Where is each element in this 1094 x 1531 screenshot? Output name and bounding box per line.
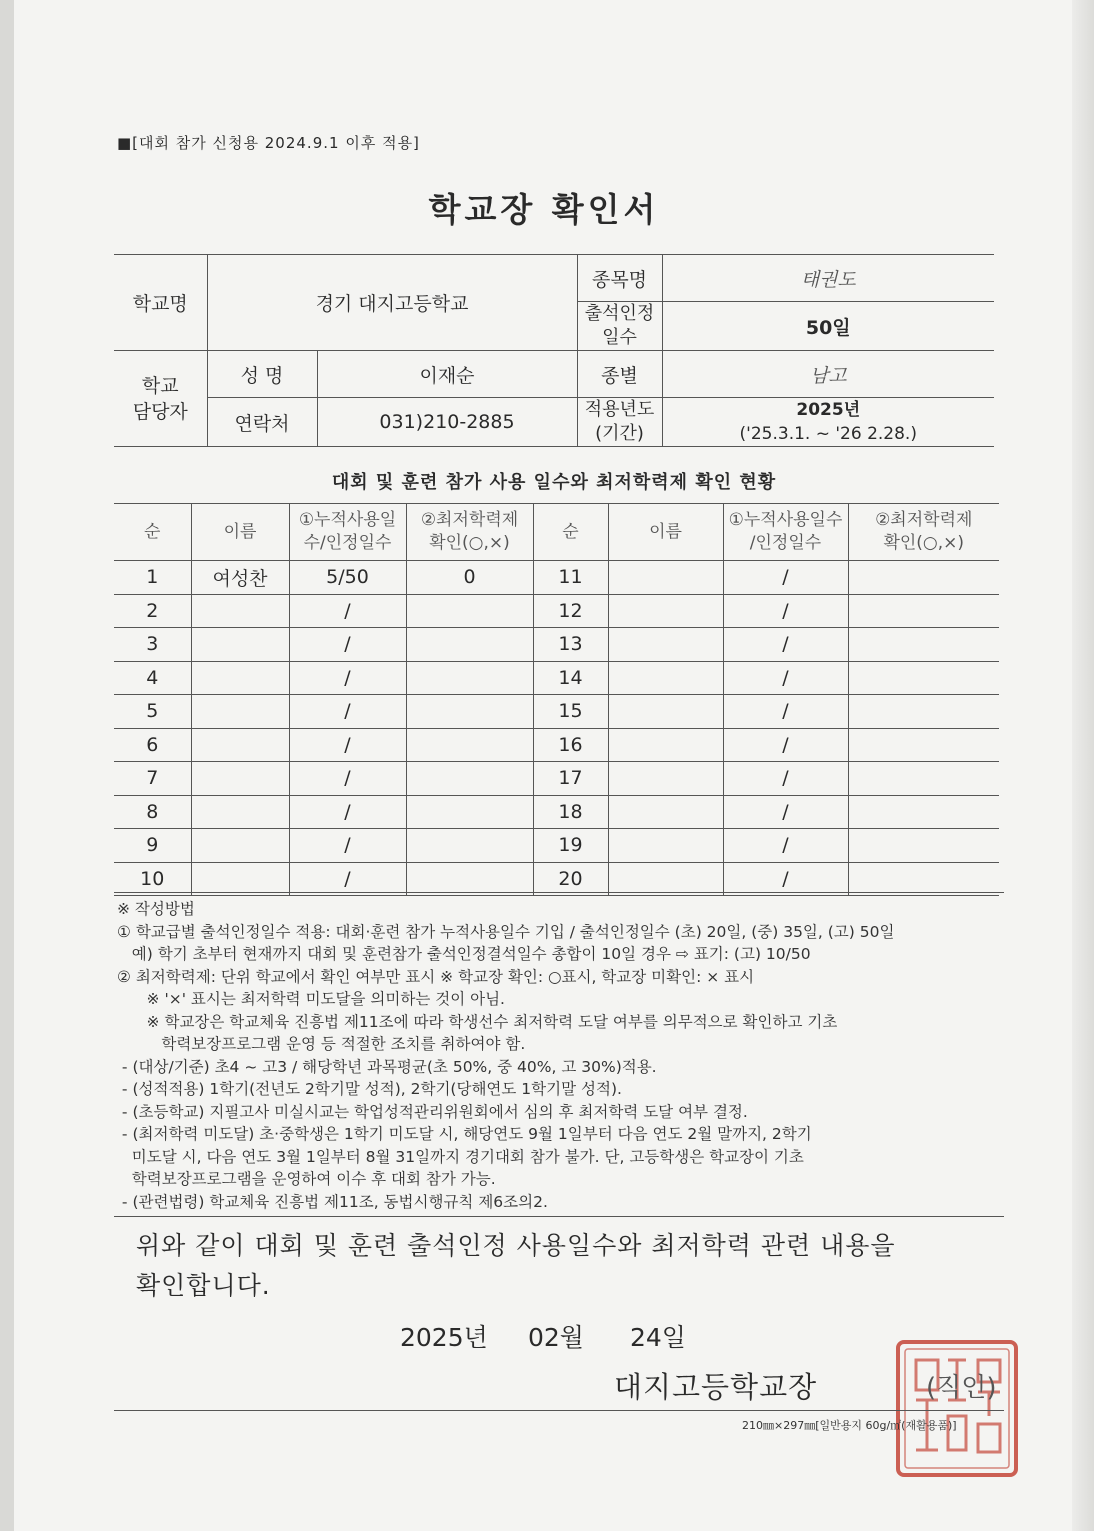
used-days: / bbox=[289, 829, 406, 863]
manager-label: 학교 담당자 bbox=[114, 351, 207, 447]
header-no: 순 bbox=[114, 504, 191, 561]
table-row bbox=[114, 762, 999, 796]
student-name bbox=[191, 695, 289, 729]
row-number-right: 19 bbox=[533, 829, 608, 863]
method-line: 예) 학기 초부터 현재까지 대회 및 훈련참가 출석인정결석일수 총합이 10일 경우 ⇨ 표기: (고) 10/50 bbox=[117, 945, 811, 963]
name-value: 이재순 bbox=[317, 351, 577, 398]
used-days: / bbox=[289, 728, 406, 762]
student-name bbox=[191, 829, 289, 863]
used-days-right: / bbox=[723, 661, 848, 695]
date-year: 2025년 bbox=[400, 1323, 488, 1352]
row-number-right: 18 bbox=[533, 795, 608, 829]
writing-method bbox=[117, 898, 1007, 1213]
paper-spec: 210㎜×297㎜[일반용지 60g/㎡(재활용품)] bbox=[742, 1419, 957, 1432]
student-name bbox=[191, 594, 289, 628]
student-name bbox=[191, 862, 289, 896]
header-days: ①누적사용일 수/인정일수 bbox=[289, 504, 406, 561]
row-number: 4 bbox=[114, 661, 191, 695]
student-name-right bbox=[608, 594, 723, 628]
row-number: 5 bbox=[114, 695, 191, 729]
table-row bbox=[114, 795, 999, 829]
method-line: 학력보장프로그램 운영 등 적절한 조치를 취하여야 함. bbox=[117, 1035, 526, 1053]
confirmation-line-2: 확인합니다. bbox=[136, 1271, 271, 1300]
student-name bbox=[191, 762, 289, 796]
academic-check bbox=[406, 862, 533, 896]
divider-line bbox=[114, 1410, 1004, 1411]
academic-check bbox=[406, 661, 533, 695]
student-name bbox=[191, 728, 289, 762]
student-name: 여성찬 bbox=[191, 561, 289, 595]
sport-value: 태권도 bbox=[662, 255, 994, 302]
method-line: 학력보장프로그램을 운영하여 이수 후 대회 참가 가능. bbox=[117, 1170, 496, 1188]
academic-check-right bbox=[848, 862, 999, 896]
header-check-right: ②최저학력제 확인(○,×) bbox=[848, 504, 999, 561]
days-label: 출석인정 일수 bbox=[577, 302, 662, 351]
header-name-right: 이름 bbox=[608, 504, 723, 561]
academic-check bbox=[406, 829, 533, 863]
method-line: ※ 학교장은 학교체육 진흥법 제11조에 따라 학생선수 최저학력 도달 여부를 의무적으로 확인하고 기초 bbox=[117, 1012, 838, 1031]
academic-check-right bbox=[848, 762, 999, 796]
method-line: - (성적적용) 1학기(전년도 2학기말 성적), 2학기(당해연도 1학기말 성적). bbox=[117, 1080, 622, 1098]
table-row bbox=[114, 862, 999, 896]
academic-check-right bbox=[848, 628, 999, 662]
row-number: 9 bbox=[114, 829, 191, 863]
used-days: / bbox=[289, 695, 406, 729]
contact-label: 연락처 bbox=[207, 398, 317, 447]
seal-note: (직인) bbox=[926, 1373, 997, 1403]
table-row bbox=[114, 561, 999, 595]
used-days: / bbox=[289, 862, 406, 896]
name-label: 성 명 bbox=[207, 351, 317, 398]
academic-check bbox=[406, 594, 533, 628]
participation-table bbox=[114, 503, 999, 896]
notice-text: ■[대회 참가 신청용 2024.9.1 이후 적용] bbox=[117, 134, 420, 152]
method-line: - (초등학교) 지필고사 미실시교는 학업성적관리위원회에서 심의 후 최저학력 도달 여부 결정. bbox=[117, 1102, 748, 1121]
row-number: 2 bbox=[114, 594, 191, 628]
contact-value: 031)210-2885 bbox=[317, 398, 577, 447]
academic-check-right bbox=[848, 795, 999, 829]
table-row bbox=[114, 661, 999, 695]
used-days: / bbox=[289, 628, 406, 662]
used-days-right: / bbox=[723, 829, 848, 863]
academic-check bbox=[406, 695, 533, 729]
divider-line bbox=[114, 1216, 1004, 1217]
table-row bbox=[114, 594, 999, 628]
row-number-right: 17 bbox=[533, 762, 608, 796]
used-days-right: / bbox=[723, 795, 848, 829]
student-name bbox=[191, 661, 289, 695]
academic-check-right bbox=[848, 728, 999, 762]
row-number-right: 20 bbox=[533, 862, 608, 896]
used-days: / bbox=[289, 661, 406, 695]
header-check: ②최저학력제 확인(○,×) bbox=[406, 504, 533, 561]
table-row bbox=[114, 728, 999, 762]
sport-label: 종목명 bbox=[577, 255, 662, 302]
type-value: 남고 bbox=[662, 351, 994, 398]
row-number: 3 bbox=[114, 628, 191, 662]
row-number: 1 bbox=[114, 561, 191, 595]
background-edge bbox=[1072, 0, 1094, 1531]
date-month: 02월 bbox=[528, 1323, 584, 1352]
method-line: ※ 작성방법 bbox=[117, 900, 195, 918]
header-no-right: 순 bbox=[533, 504, 608, 561]
days-value: 50일 bbox=[662, 302, 994, 351]
divider-line bbox=[114, 892, 1004, 893]
method-line: - (대상/기준) 초4 ~ 고3 / 해당학년 과목평균(초 50%, 중 40%, 고 30%)적용. bbox=[117, 1057, 657, 1076]
student-name-right bbox=[608, 561, 723, 595]
used-days-right: / bbox=[723, 628, 848, 662]
row-number-right: 14 bbox=[533, 661, 608, 695]
table-row bbox=[114, 829, 999, 863]
academic-check bbox=[406, 762, 533, 796]
school-value: 경기 대지고등학교 bbox=[207, 255, 577, 351]
row-number-right: 13 bbox=[533, 628, 608, 662]
row-number: 6 bbox=[114, 728, 191, 762]
used-days: / bbox=[289, 594, 406, 628]
academic-check bbox=[406, 628, 533, 662]
document-title: 학교장 확인서 bbox=[428, 190, 660, 229]
row-number-right: 16 bbox=[533, 728, 608, 762]
student-name bbox=[191, 628, 289, 662]
list-subtitle: 대회 및 훈련 참가 사용 일수와 최저학력제 확인 현황 bbox=[331, 472, 777, 493]
used-days-right: / bbox=[723, 561, 848, 595]
academic-check-right bbox=[848, 661, 999, 695]
used-days-right: / bbox=[723, 594, 848, 628]
date-day: 24일 bbox=[630, 1323, 686, 1352]
used-days-right: / bbox=[723, 762, 848, 796]
used-days-right: / bbox=[723, 728, 848, 762]
official-seal-stamp bbox=[892, 1336, 1022, 1481]
row-number: 7 bbox=[114, 762, 191, 796]
student-name-right bbox=[608, 661, 723, 695]
academic-check-right bbox=[848, 594, 999, 628]
academic-check-right bbox=[848, 829, 999, 863]
confirmation-line-1: 위와 같이 대회 및 훈련 출석인정 사용일수와 최저학력 관련 내용을 bbox=[136, 1231, 896, 1260]
method-line: ① 학교급별 출석인정일수 적용: 대회·훈련 참가 누적사용일수 기입 / 출석인정일수 (초) 20일, (중) 35일, (고) 50일 bbox=[117, 922, 895, 941]
student-name-right bbox=[608, 862, 723, 896]
used-days: / bbox=[289, 762, 406, 796]
academic-check-right bbox=[848, 561, 999, 595]
academic-check bbox=[406, 728, 533, 762]
table-row bbox=[114, 628, 999, 662]
method-line: 미도달 시, 다음 연도 3월 1일부터 8월 31일까지 경기대회 참가 불가. 단, 고등학생은 학교장이 기초 bbox=[117, 1147, 804, 1166]
academic-check bbox=[406, 795, 533, 829]
header-days-right: ①누적사용일수 /인정일수 bbox=[723, 504, 848, 561]
used-days-right: / bbox=[723, 695, 848, 729]
row-number: 8 bbox=[114, 795, 191, 829]
method-line: ② 최저학력제: 단위 학교에서 확인 여부만 표시 ※ 학교장 확인: ○표시, 학교장 미확인: × 표시 bbox=[117, 967, 755, 986]
method-line: - (관련법령) 학교체육 진흥법 제11조, 동법시행규칙 제6조의2. bbox=[117, 1192, 548, 1211]
used-days: 5/50 bbox=[289, 561, 406, 595]
row-number-right: 15 bbox=[533, 695, 608, 729]
type-label: 종별 bbox=[577, 351, 662, 398]
student-name-right bbox=[608, 762, 723, 796]
method-line: ※ '×' 표시는 최저학력 미도달을 의미하는 것이 아님. bbox=[117, 990, 505, 1008]
used-days: / bbox=[289, 795, 406, 829]
student-name-right bbox=[608, 728, 723, 762]
student-name-right bbox=[608, 829, 723, 863]
school-label: 학교명 bbox=[114, 255, 207, 351]
principal-name: 대지고등학교장 bbox=[614, 1370, 818, 1404]
table-row bbox=[114, 695, 999, 729]
info-table bbox=[114, 254, 994, 447]
year-value: 2025년 ('25.3.1. ~ '26 2.28.) bbox=[662, 398, 994, 447]
row-number-right: 12 bbox=[533, 594, 608, 628]
academic-check-right bbox=[848, 695, 999, 729]
student-name-right bbox=[608, 628, 723, 662]
year-label: 적용년도 (기간) bbox=[577, 398, 662, 447]
row-number-right: 11 bbox=[533, 561, 608, 595]
academic-check: 0 bbox=[406, 561, 533, 595]
header-name: 이름 bbox=[191, 504, 289, 561]
method-line: - (최저학력 미도달) 초·중학생은 1학기 미도달 시, 해당연도 9월 1일부터 다음 연도 2월 말까지, 2학기 bbox=[117, 1125, 812, 1143]
student-name-right bbox=[608, 795, 723, 829]
row-number: 10 bbox=[114, 862, 191, 896]
student-name bbox=[191, 795, 289, 829]
student-name-right bbox=[608, 695, 723, 729]
used-days-right: / bbox=[723, 862, 848, 896]
document-page bbox=[14, 0, 1094, 1531]
confirmation-text bbox=[136, 1226, 996, 1306]
